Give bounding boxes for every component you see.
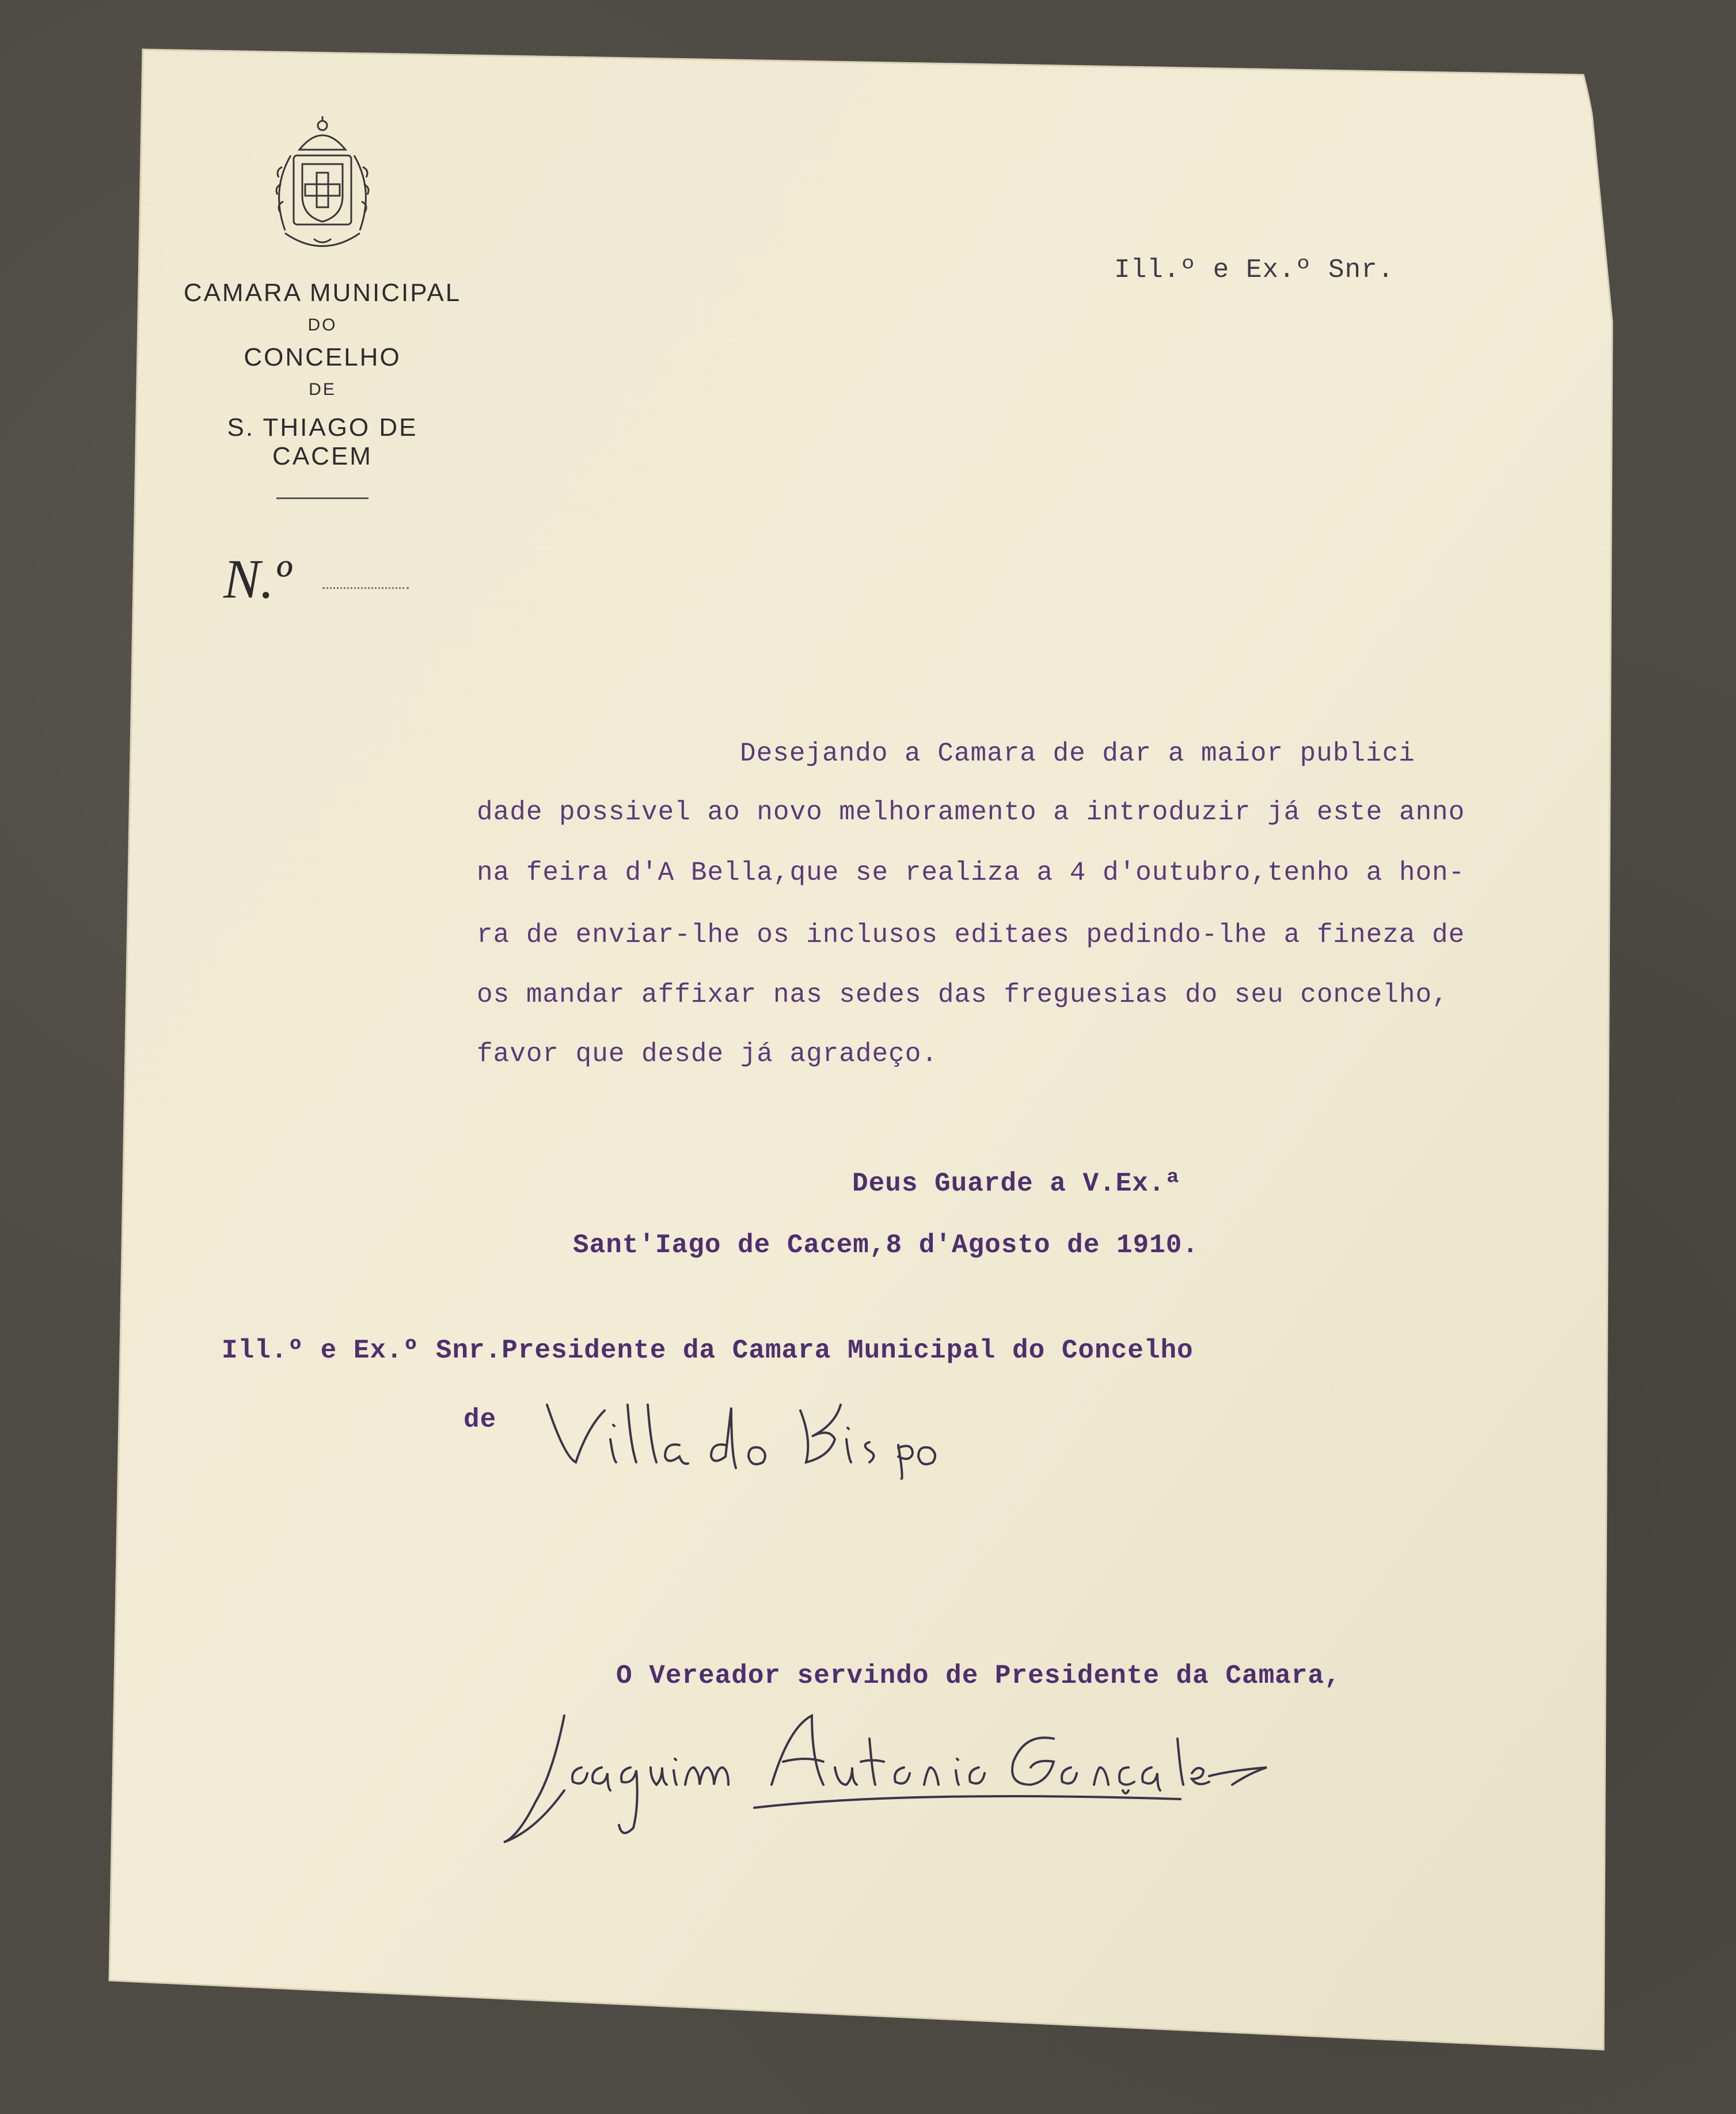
salutation: Ill.º e Ex.º Snr. bbox=[1114, 255, 1395, 285]
closing-formula: Deus Guarde a V.Ex.ª bbox=[852, 1169, 1182, 1199]
letterhead-line-1: CAMARA MUNICIPAL bbox=[183, 279, 462, 307]
reference-number-label: N.º bbox=[223, 548, 291, 610]
letterhead-line-4: DE bbox=[309, 380, 336, 399]
body-line-4: ra de enviar-lhe os inclusos editaes pedindo-lhe a fineza de bbox=[477, 920, 1465, 950]
addressee-de: de bbox=[464, 1405, 497, 1435]
coat-of-arms-icon bbox=[259, 115, 386, 265]
signatory-title: O Vereador servindo de Presidente da Camara, bbox=[616, 1661, 1341, 1691]
letterhead-line-3: CONCELHO bbox=[244, 343, 401, 371]
handwritten-place-icon bbox=[541, 1393, 956, 1480]
signature-icon bbox=[501, 1704, 1272, 1854]
addressee-line: Ill.º e Ex.º Snr.Presidente da Camara Municipal do Concelho bbox=[222, 1336, 1194, 1366]
body-line-3: na feira d'A Bella,que se realiza a 4 d'outubro,tenho a hon- bbox=[477, 858, 1465, 888]
body-line-2: dade possivel ao novo melhoramento a introduzir já este anno bbox=[477, 797, 1465, 827]
signature-handwritten bbox=[501, 1704, 1272, 1856]
letterhead bbox=[173, 115, 472, 499]
place-and-date: Sant'Iago de Cacem,8 d'Agosto de 1910. bbox=[573, 1230, 1199, 1260]
body-line-5: os mandar affixar nas sedes das freguesias do seu concelho, bbox=[477, 980, 1449, 1010]
letterhead-line-5: S. THIAGO DE CACEM bbox=[227, 413, 418, 470]
body-line-1: Desejando a Camara de dar a maior publici bbox=[740, 739, 1415, 769]
letterhead-line-2: DO bbox=[307, 315, 337, 334]
letterhead-divider bbox=[276, 497, 369, 499]
body-line-6: favor que desde já agradeço. bbox=[477, 1039, 938, 1069]
reference-number-blank bbox=[322, 587, 409, 589]
addressee-place-handwritten bbox=[541, 1393, 956, 1493]
